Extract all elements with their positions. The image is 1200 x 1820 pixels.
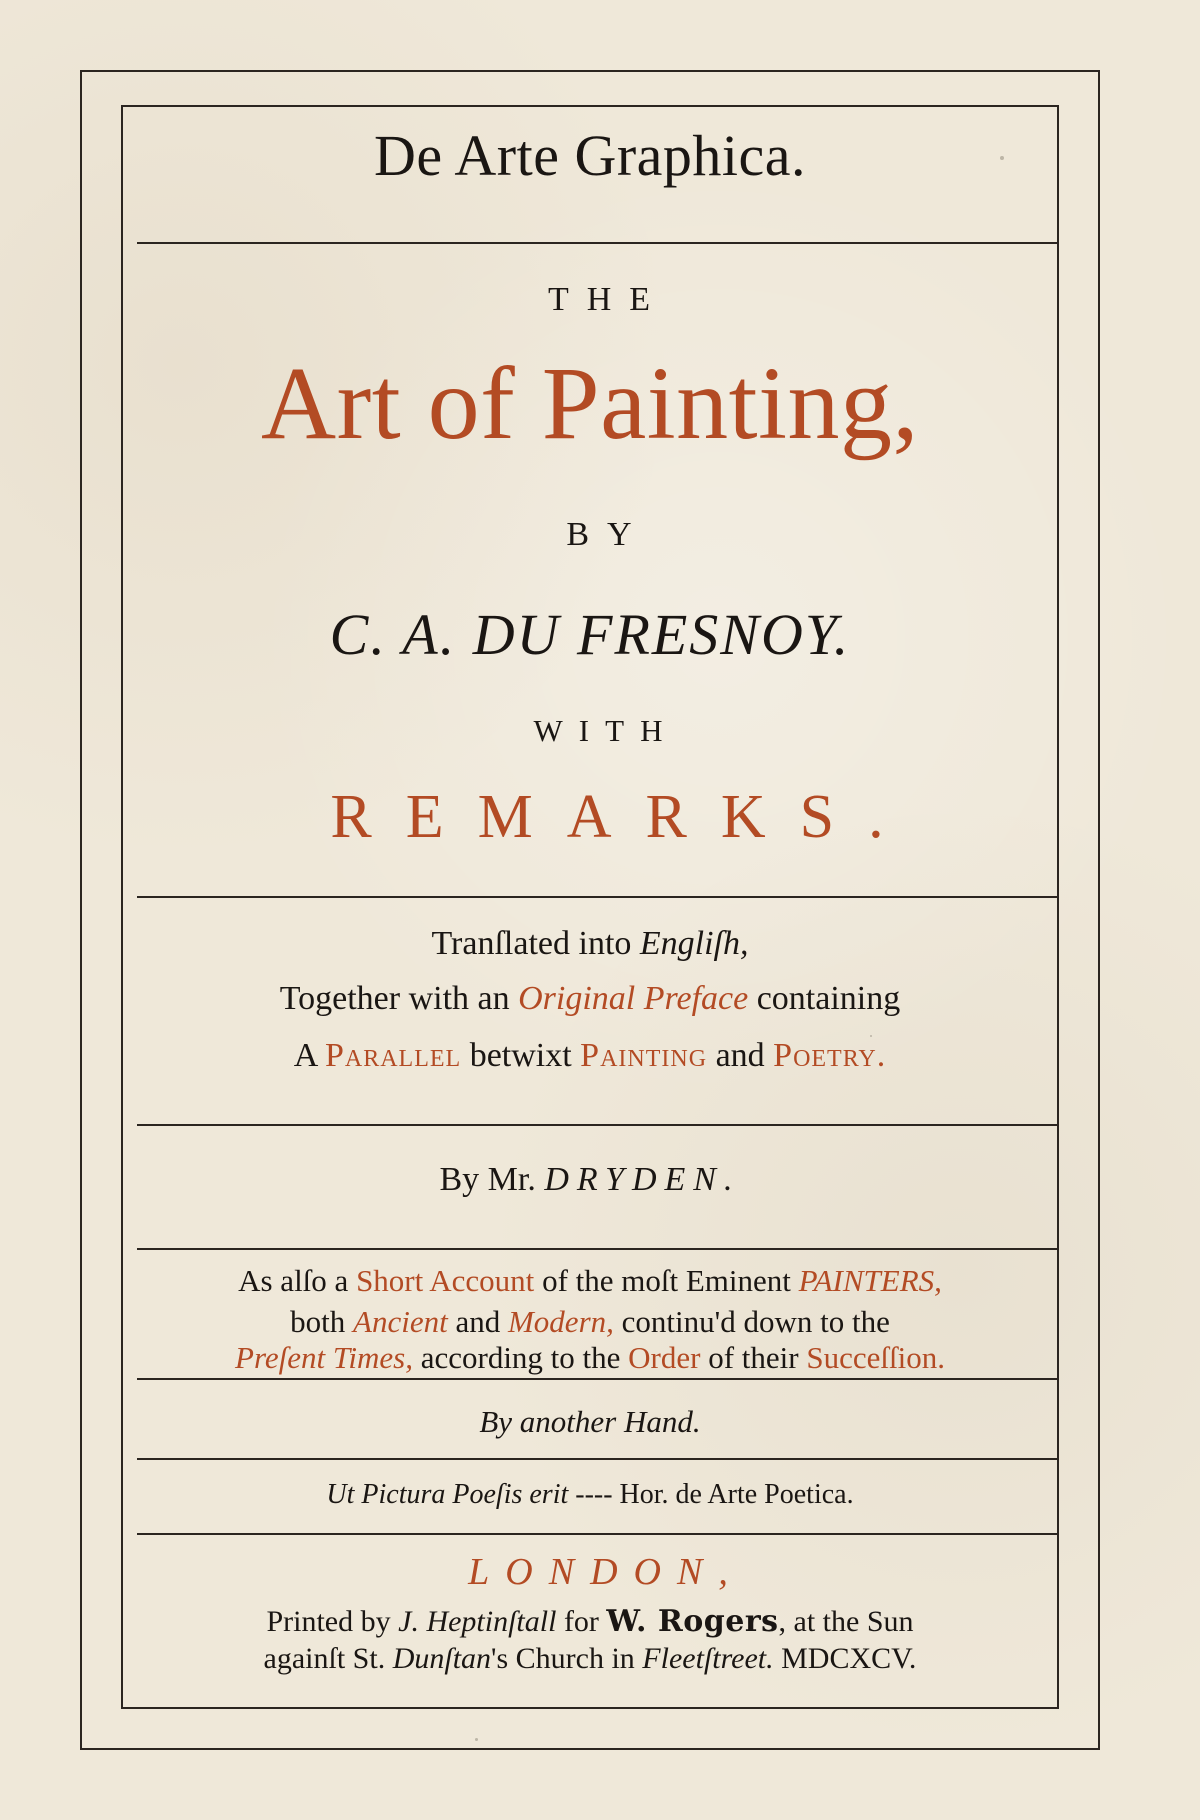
motto-line [121, 1479, 1059, 1511]
church-text: 's Church in [491, 1642, 643, 1675]
section-rule [137, 1248, 1059, 1250]
motto-latin: Ut Pictura Poeſis erit [326, 1479, 569, 1510]
dunstan-text: Dunſtan [392, 1642, 492, 1675]
the-heading: THE [547, 281, 669, 318]
section-rule [137, 896, 1059, 898]
printer-name: J. Heptinſtall [398, 1605, 557, 1638]
succession-text: Succeſſion. [806, 1340, 945, 1375]
date-text: MDCXCV. [773, 1642, 917, 1675]
sun-text: , at the Sun [778, 1605, 914, 1638]
ancient-text: Ancient [353, 1304, 448, 1339]
translation-line-1 [121, 927, 1059, 961]
with-label: WITH [533, 713, 679, 748]
title-rule [137, 242, 1059, 244]
account-text: both [290, 1304, 354, 1339]
painting-text: Painting [580, 1037, 708, 1074]
a-text: A [293, 1037, 325, 1074]
paper-speck [1000, 156, 1004, 160]
painters-text: PAINTERS, [798, 1263, 942, 1298]
account-line-1 [121, 1265, 1059, 1296]
section-rule [137, 1378, 1059, 1380]
account-text: of the moſt Eminent [534, 1263, 799, 1298]
motto-dash: ---- [568, 1479, 620, 1510]
english-text: Engliſh, [639, 925, 749, 962]
fleetstreet-text: Fleetſtreet. [642, 1642, 774, 1675]
against-text: againſt St. [263, 1642, 393, 1675]
translator-name: DRYDEN. [544, 1161, 741, 1198]
short-account-text: Short Account [356, 1263, 535, 1298]
translator-line [121, 1161, 1059, 1199]
account-line-2 [121, 1306, 1059, 1337]
imprint-city: LONDON, [468, 1551, 744, 1593]
remarks-title: REMARKS. [330, 783, 918, 851]
translation-line-3 [121, 1039, 1059, 1073]
author-name: C. A. DU FRESNOY. [329, 602, 851, 667]
modern-text: Modern, [507, 1304, 614, 1339]
containing-text: containing [748, 980, 901, 1017]
translation-line-2 [121, 982, 1059, 1016]
imprint-line-1 [121, 1604, 1059, 1639]
together-text: Together with an [279, 980, 519, 1017]
translation-text: Tranſlated into [431, 925, 640, 962]
section-rule [137, 1533, 1059, 1535]
paper-speck [870, 1035, 872, 1037]
for-text: for [556, 1605, 607, 1638]
original-preface-text: Original Preface [518, 980, 749, 1017]
main-title: Art of Painting, [261, 346, 919, 461]
account-text: As alſo a [238, 1263, 357, 1298]
account-text: according to the [412, 1340, 629, 1375]
motto-source: Hor. de Arte Poetica. [619, 1479, 854, 1510]
poetry-text: Poetry. [773, 1037, 887, 1074]
account-text: and [447, 1304, 508, 1339]
account-text: continu'd down to the [613, 1304, 890, 1339]
paper-speck [475, 1738, 478, 1741]
present-times-text: Preſent Times, [235, 1340, 413, 1375]
translator-prefix: By Mr. [439, 1161, 545, 1198]
and-text: and [707, 1037, 774, 1074]
betwixt-text: betwixt [461, 1037, 581, 1074]
by-label: BY [566, 516, 650, 553]
printed-by-text: Printed by [266, 1605, 399, 1638]
publisher-name: W. Rogers [606, 1604, 779, 1639]
parallel-text: Parallel [324, 1037, 462, 1074]
section-rule [137, 1124, 1059, 1126]
account-text: of their [700, 1340, 807, 1375]
imprint-line-2 [121, 1642, 1059, 1676]
section-rule [137, 1458, 1059, 1460]
order-text: Order [628, 1340, 701, 1375]
latin-title: De Arte Graphica. [373, 123, 807, 188]
another-hand: By another Hand. [479, 1404, 701, 1439]
account-line-3 [121, 1342, 1059, 1373]
